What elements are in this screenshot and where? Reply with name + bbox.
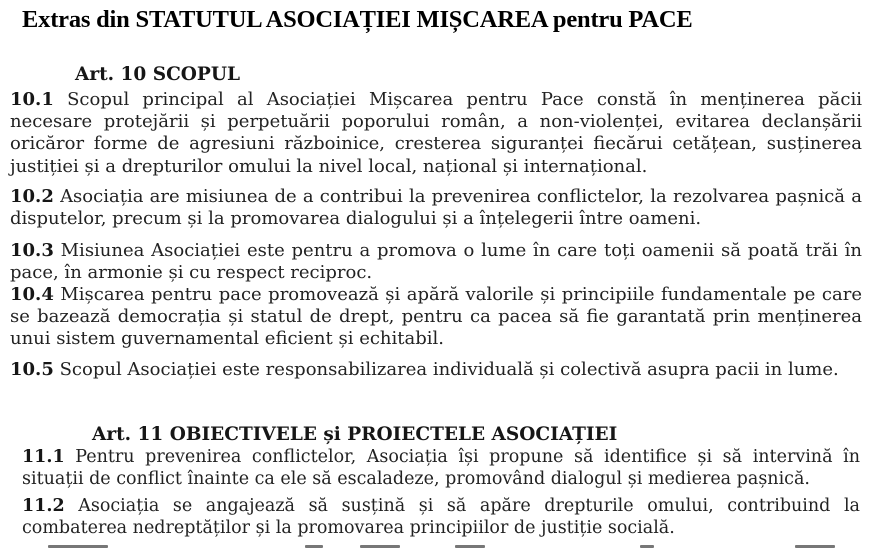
cropped-line-residue: [455, 545, 485, 548]
paragraph-number: 11.1: [22, 447, 65, 467]
paragraph-11-1: [22, 446, 860, 490]
paragraph-10-5: [10, 359, 862, 381]
paragraph-number: 10.3: [10, 240, 54, 261]
paragraph-text: Asociația are misiunea de a contribui la prevenirea conflictelor, la rezolvarea pașnică a disputelor, precum și la promovarea dialogului și a înțelegerii între oameni.: [10, 186, 862, 230]
cropped-line-residue: [48, 545, 108, 548]
paragraph-text: Scopul Asociației este responsabilizarea individuală și colectivă asupra pacii in lume.: [59, 359, 839, 380]
cropped-line-residue: [640, 545, 654, 548]
paragraph-11-2: [22, 495, 860, 539]
article-10-heading: Art. 10 SCOPUL: [75, 64, 240, 85]
paragraph-number: 10.5: [10, 359, 54, 380]
cropped-line-residue: [360, 545, 400, 548]
paragraph-10-2: [10, 186, 862, 230]
paragraph-number: 10.4: [10, 284, 54, 305]
paragraph-text: Scopul principal al Asociației Mișcarea pentru Pace constă în menținerea păcii necesare protejării și perpetuării poporului român, a non-violenței, evitarea declanșării oricăror forme de agresiuni războinice, cresterea siguranței fiecărui cetățean, susținerea justiției și a drepturilor omului la nivel local, național și internațional.: [10, 89, 862, 177]
paragraph-text: Mișcarea pentru pace promovează și apără valorile și principiile fundamentale pe care se bazează democrația și statul de drept, pentru ca pacea să fie garantată prin menținerea unui sistem guvernamental eficient și echitabil.: [10, 284, 862, 350]
paragraph-text: Pentru prevenirea conflictelor, Asociația își propune să identifice și să intervină în situații de conflict înainte ca ele să escaladeze, promovând dialogul și medierea pașnică.: [22, 447, 860, 490]
paragraph-number: 10.2: [10, 186, 54, 207]
cropped-line-residue: [795, 545, 835, 548]
article-11-heading: Art. 11 OBIECTIVELE și PROIECTELE ASOCIAȚIEI: [92, 424, 618, 445]
paragraph-text: Asociația se angajează să susțină și să apăre drepturile omului, contribuind la combaterea nedreptăților și la promovarea principiilor de justiție socială.: [22, 496, 860, 539]
paragraph-text: Misiunea Asociației este pentru a promova o lume în care toți oamenii să poată trăi în pace, în armonie și cu respect reciproc.: [10, 240, 862, 284]
document-title: Extras din STATUTUL ASOCIAȚIEI MIȘCAREA pentru PACE: [22, 6, 693, 33]
paragraph-10-3: [10, 240, 862, 284]
paragraph-number: 11.2: [22, 496, 65, 516]
cropped-line-residue: [305, 545, 323, 548]
paragraph-10-1: [10, 89, 862, 178]
paragraph-number: 10.1: [10, 89, 54, 110]
paragraph-10-4: [10, 284, 862, 351]
